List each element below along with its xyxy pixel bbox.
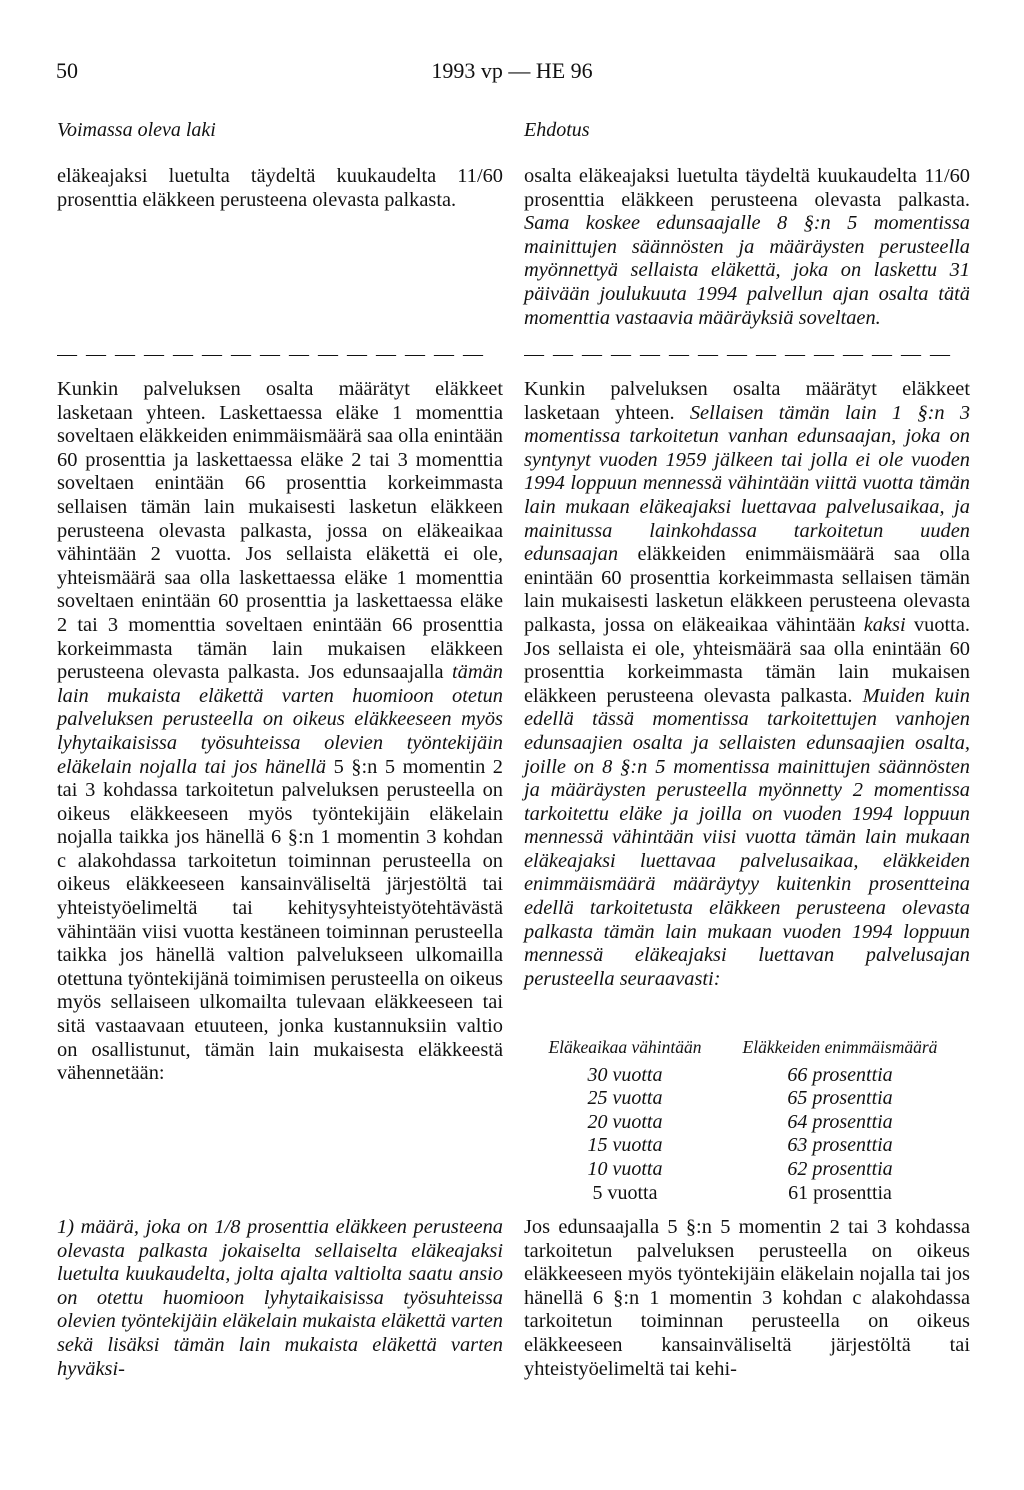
right-para2-text-3: eläkkeiden enimmäismäärä saa olla enintään 60 prosenttia korkeimmasta sellaisen tämän lain mukaisesti lasketun eläkkeen perusteena olevasta palkasta, jossa on eläkeaikaa vähintään [524, 543, 970, 636]
left-column-label: Voimassa oleva laki [57, 119, 216, 141]
left-paragraph-1 [57, 165, 503, 212]
table-row [530, 1158, 960, 1182]
table-cell-max-amount: 62 prosenttia [787, 1157, 893, 1180]
right-paragraph-1 [524, 165, 970, 330]
table-row [530, 1182, 960, 1206]
table-row [530, 1087, 960, 1111]
right-para2-italic-6: Muiden kuin edellä tässä momentissa tarkoitettujen vanhojen edunsaajien osalta ja sellaisten edunsaajien osalta, joille on 8 §:n 5 momentissa mainittujen säännösten ja määräysten perusteella myönnetty 2 momentissa tarkoitettu eläke ja joilla on vuoden 1994 loppuun mennessä vähintään viisi vuotta tämän lain mukaan eläkeajaksi luettavaa palvelusaikaa, eläkkeiden enimmäismäärä määräytyy kuitenkin prosentteina edellä tarkoitetusta eläkkeen perusteena olevasta palkasta tämän lain mukaan vuoden 1994 loppuun mennessä eläkeajaksi luettavan palvelusajan perusteella seuraavasti: [524, 684, 971, 990]
left-para3-italic: 1) määrä, joka on 1/8 prosenttia eläkkeen perusteena olevasta palkasta jokaiselta sellaiselta eläkeajaksi luetulta kuukaudelta, jolta ajalta valtiolta saatu ansio on otettu huomioon lyhytaikaisissa työsuhteissa olevien työntekijäin eläkelain mukaista eläkettä varten sekä lisäksi tämän lain mukaista eläkettä varten hyväksi- [57, 1216, 503, 1380]
right-para1-italic: Sama koskee edunsaajalle 8 §:n 5 momentissa mainittujen säännösten ja määräysten perusteella myönnettyä sellaista eläkettä, joka on laskettu 31 päivään joulukuuta 1994 palvellun ajan osalta tätä momenttia vastaavia määräyksiä soveltaen. [524, 212, 970, 329]
left-para1-text: eläkeajaksi luetulta täydeltä kuukaudelta 11/60 prosenttia eläkkeen perusteena olevasta palkasta. [57, 165, 503, 211]
table-cell-max-amount: 65 prosenttia [787, 1087, 893, 1110]
left-omission-dashes: — — — — — — — — — — — — — — — [57, 343, 485, 365]
right-column-label: Ehdotus [524, 119, 590, 141]
table-cell-service-time: 5 vuotta [592, 1181, 658, 1204]
table-cell-max-amount: 66 prosenttia [787, 1063, 893, 1086]
right-para1-text: osalta eläkeajaksi luetulta täydeltä kuukaudelta 11/60 prosenttia eläkkeen perusteena olevasta palkasta. [524, 165, 970, 211]
table-row [530, 1111, 960, 1135]
table-cell-service-time: 30 vuotta [587, 1063, 663, 1086]
table-header-row [530, 1036, 960, 1064]
table-cell-service-time: 20 vuotta [587, 1110, 663, 1133]
table-header-service-time: Eläkeaikaa vähintään [548, 1037, 702, 1057]
table-cell-max-amount: 64 prosenttia [787, 1110, 893, 1133]
left-paragraph-2 [57, 378, 503, 1086]
table-header-max-amount: Eläkkeiden enimmäismäärä [742, 1037, 938, 1057]
right-para2-text-1: Kunkin palveluksen osalta määrätyt eläkkeet lasketaan yhteen. [524, 378, 970, 424]
left-para2-italic: tämän lain mukaista eläkettä varten huomioon otetun palveluksen perusteella on oikeus eläkkeeseen myös lyhytaikaisissa työsuhteissa olevien työntekijäin eläkelain nojalla tai jos hänellä [57, 661, 503, 778]
left-para2-text-b: 5 §:n 5 momentin 2 tai 3 kohdassa tarkoitetun palveluksen perusteella on oikeus eläkkeeseen myös työntekijäin eläkelain nojalla taikka jos hänellä 6 §:n 1 momentin 3 kohdan c alakohdassa tarkoitetun toiminnan perusteella on oikeus eläkkeeseen kansainväliseltä järjestöltä tai yhteistyöelimeltä tai kehitysyhteistyötehtävästä vähintään viisi vuotta kestäneen toiminnan perusteella taikka jos hänellä valtion palvelukseen ulkomailla otettuna työntekijänä toimimisen perusteella on oikeus myös sellaiseen ulkomailta tulevaan eläkkeeseen tai sitä vastaavaan etuuteen, jonka kustannuksiin valtio on osallistunut, tämän lain mukaisesta eläkkeestä vähennetään: [57, 755, 503, 1085]
right-para2-text-5: vuotta. Jos sellaista ei ole, yhteismäärä saa olla enintään 60 prosenttia korkeimmasta tämän lain mukaisen eläkkeen perusteena olevasta palkasta. [524, 613, 970, 707]
table-cell-max-amount: 63 prosenttia [787, 1134, 893, 1157]
table-row [530, 1064, 960, 1088]
table-cell-max-amount: 61 prosenttia [788, 1181, 892, 1204]
table-row [530, 1134, 960, 1158]
right-paragraph-2 [524, 378, 970, 991]
left-paragraph-3 [57, 1216, 503, 1381]
right-para2-italic-4: kaksi [863, 613, 906, 636]
right-para3-text: Jos edunsaajalla 5 §:n 5 momentin 2 tai 3 kohdassa tarkoitetun palveluksen perusteella on oikeus eläkkeeseen myös työntekijäin eläkelain nojalla tai jos hänellä 6 §:n 1 momentin 3 kohdan c alakohdassa tarkoitetun toiminnan perusteella on oikeus eläkkeeseen kansainväliseltä järjestöltä tai yhteistyöelimeltä tai kehi- [524, 1216, 970, 1380]
right-para2-italic-2: Sellaisen tämän lain 1 §:n 3 momentissa tarkoitetun vanhan edunsaajan, joka on syntynyt vuoden 1959 jälkeen tai jolla ei ole vuoden 1994 loppuun mennessä vähintään viittä vuotta tämän lain mukaan eläkeajaksi luettavaa palvelusaikaa, ja mainitussa lainkohdassa tarkoitetun uuden edunsaajan [524, 401, 971, 566]
table-cell-service-time: 25 vuotta [587, 1087, 663, 1110]
left-para2-text-a: Kunkin palveluksen osalta määrätyt eläkkeet lasketaan yhteen. Laskettaessa eläke 1 momenttia soveltaen eläkkeiden enimmäismäärä saa olla enintään 60 prosenttia ja laskettaessa eläke 2 tai 3 momenttia soveltaen enintään 66 prosenttia korkeimmasta sellaisen tämän lain mukaisesti lasketun eläkkeen perusteena olevasta palkasta, jossa on eläkeaikaa vähintään 2 vuotta. Jos sellaista eläkettä ei ole, yhteismäärä saa olla laskettaessa eläke 1 momenttia soveltaen enintään 60 prosenttia ja laskettaessa eläke 2 tai 3 momenttia soveltaen enintään 66 prosenttia korkeimmasta tämän lain mukaisen eläkkeen perusteena olevasta palkasta. Jos edunsaajalla [57, 378, 503, 684]
right-omission-dashes: — — — — — — — — — — — — — — — [524, 343, 952, 365]
pension-percentage-table [530, 1036, 960, 1205]
page-number: 50 [56, 58, 78, 83]
right-paragraph-3 [524, 1216, 970, 1381]
page-title: 1993 vp — HE 96 [431, 58, 593, 83]
table-cell-service-time: 10 vuotta [587, 1157, 663, 1180]
table-cell-service-time: 15 vuotta [587, 1134, 663, 1157]
